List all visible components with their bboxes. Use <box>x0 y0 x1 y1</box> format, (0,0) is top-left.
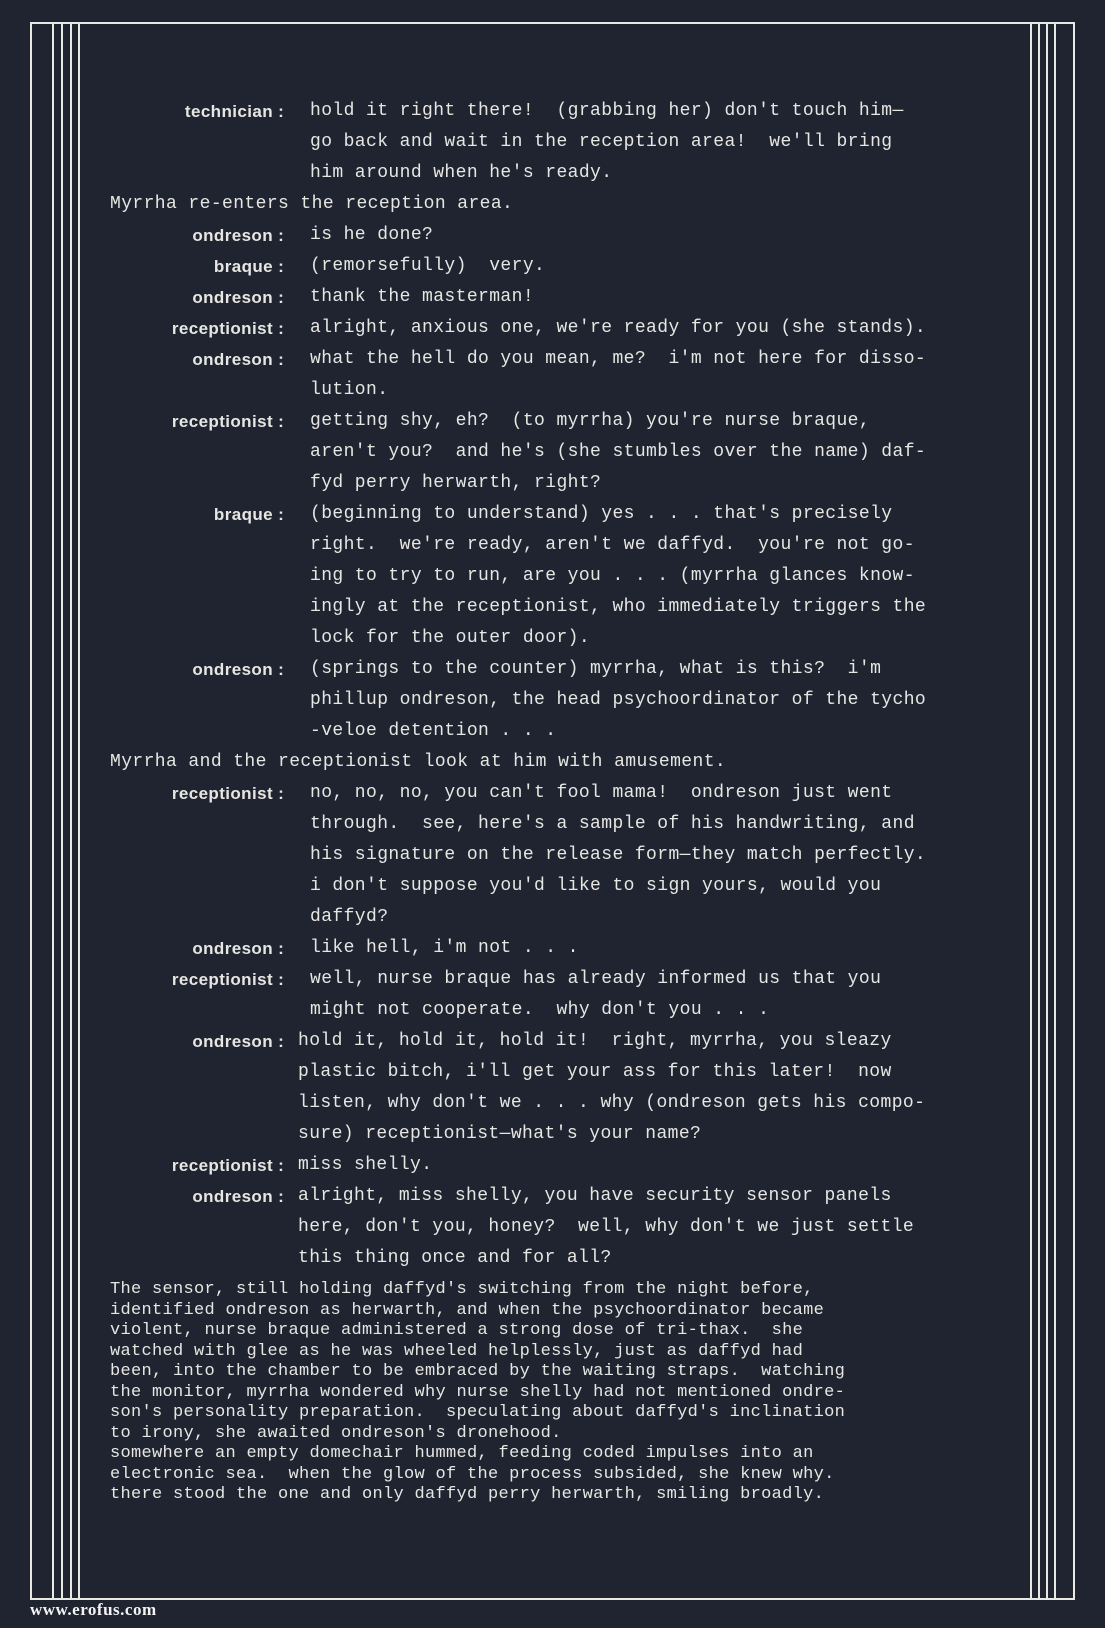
prose-block <box>110 1280 1010 1506</box>
dialogue-line <box>110 1212 1010 1243</box>
dialogue-line <box>110 127 1010 158</box>
speaker-colon: : <box>273 1032 285 1051</box>
dialogue-text: like hell, i'm not . . . <box>310 938 579 958</box>
dialogue-line <box>110 96 1010 127</box>
dialogue-line <box>110 592 1010 623</box>
dialogue-text: aren't you? and he's (she stumbles over the name) daf- <box>310 442 927 462</box>
speaker-name <box>110 592 273 623</box>
speaker-gap <box>273 623 310 654</box>
dialogue-line <box>110 1057 1010 1088</box>
speaker-name: braque <box>213 257 273 276</box>
dialogue-line <box>110 778 1010 809</box>
speaker-name: ondreson <box>192 1187 273 1206</box>
dialogue-text: -veloe detention . . . <box>310 721 557 741</box>
right-rule-4 <box>1054 22 1056 1600</box>
dialogue-text: (remorsefully) very. <box>310 256 546 276</box>
speaker-gap <box>273 995 310 1026</box>
dialogue-text: hold it, hold it, hold it! right, myrrha, you sleazy <box>298 1031 892 1051</box>
dialogue-line <box>110 1088 1010 1119</box>
dialogue-text: miss shelly. <box>298 1155 433 1175</box>
speaker-name <box>110 468 273 499</box>
speaker-name: ondreson <box>192 288 273 307</box>
speaker-name: receptionist <box>171 784 273 803</box>
speaker-name: technician <box>184 102 273 121</box>
dialogue-line <box>110 1181 1010 1212</box>
dialogue-text: through. see, here's a sample of his handwriting, and <box>310 814 915 834</box>
speaker-name: receptionist <box>171 319 273 338</box>
dialogue-line <box>110 561 1010 592</box>
prose-line: there stood the one and only daffyd perry herwarth, smiling broadly. <box>110 1485 825 1504</box>
speaker-colon: : <box>273 660 285 679</box>
dialogue-text: i don't suppose you'd like to sign yours, would you <box>310 876 882 896</box>
dialogue-text: might not cooperate. why don't you . . . <box>310 1000 770 1020</box>
dialogue-line <box>110 1119 1010 1150</box>
speaker-gap <box>273 375 310 406</box>
left-rule-2 <box>61 22 63 1600</box>
dialogue-text: him around when he's ready. <box>310 163 613 183</box>
dialogue-text: lution. <box>310 380 389 400</box>
dialogue-line <box>110 158 1010 189</box>
speaker-name <box>110 1243 273 1274</box>
speaker-colon: : <box>273 102 285 121</box>
dialogue-line <box>110 902 1010 933</box>
speaker-gap <box>273 1212 298 1243</box>
speaker-name <box>110 530 273 561</box>
speaker-name <box>110 1212 273 1243</box>
prose-line: to irony, she awaited ondreson's dronehood. <box>110 1423 562 1443</box>
speaker-name: ondreson <box>192 1032 273 1051</box>
speaker-colon: : <box>273 970 285 989</box>
speaker-name: ondreson <box>192 660 273 679</box>
dialogue-text: daffyd? <box>310 907 389 927</box>
speaker-gap <box>273 902 310 933</box>
speaker-colon: : <box>273 319 285 338</box>
watermark: www.erofus.com <box>30 1600 157 1619</box>
prose-line: been, into the chamber to be embraced by the waiting straps. watching <box>110 1362 846 1381</box>
dialogue-text: his signature on the release form—they match perfectly. <box>310 845 927 865</box>
speaker-name: ondreson <box>192 939 273 958</box>
dialogue-text: hold it right there! (grabbing her) don't touch him— <box>310 101 904 121</box>
dialogue-text: is he done? <box>310 225 434 245</box>
dialogue-line <box>110 964 1010 995</box>
speaker-gap <box>273 437 310 468</box>
speaker-gap <box>273 1119 298 1150</box>
right-rule-1 <box>1030 22 1032 1600</box>
speaker-colon: : <box>273 350 285 369</box>
stage-direction: Myrrha re-enters the reception area. <box>110 194 514 214</box>
dialogue-line <box>110 809 1010 840</box>
prose-line: son's personality preparation. speculating about daffyd's inclination <box>110 1403 846 1422</box>
dialogue-line <box>110 251 1010 282</box>
dialogue-line <box>110 871 1010 902</box>
prose-line: somewhere an empty domechair hummed, feeding coded impulses into an <box>110 1444 814 1463</box>
speaker-gap <box>273 1088 298 1119</box>
dialogue-text: thank the masterman! <box>310 287 535 307</box>
dialogue-text: no, no, no, you can't fool mama! ondreson just went <box>310 783 893 803</box>
dialogue-text: getting shy, eh? (to myrrha) you're nurse braque, <box>310 411 871 431</box>
speaker-colon: : <box>273 784 285 803</box>
prose-line: watched with glee as he was wheeled helplessly, just as daffyd had <box>110 1341 804 1361</box>
speaker-gap <box>273 561 310 592</box>
speaker-name: ondreson <box>192 350 273 369</box>
dialogue-text: lock for the outer door). <box>310 628 591 648</box>
speaker-name <box>110 685 273 716</box>
speaker-name <box>110 716 273 747</box>
dialogue-line <box>110 406 1010 437</box>
dialogue-text: go back and wait in the reception area! we'll bring <box>310 132 893 152</box>
speaker-colon: : <box>273 412 285 431</box>
dialogue-text: listen, why don't we . . . why (ondreson gets his compo- <box>298 1093 926 1113</box>
speaker-gap <box>273 1243 298 1274</box>
speaker-colon: : <box>273 226 285 245</box>
left-rule-1 <box>52 22 54 1600</box>
speaker-name <box>110 995 273 1026</box>
speaker-colon: : <box>273 257 285 276</box>
speaker-gap <box>273 1057 298 1088</box>
dialogue-line <box>110 1026 1010 1057</box>
dialogue-text: (beginning to understand) yes . . . that's precisely <box>310 504 893 524</box>
script-page <box>110 96 1010 1506</box>
speaker-gap <box>273 530 310 561</box>
speaker-name: receptionist <box>171 1156 273 1175</box>
prose-line: violent, nurse braque administered a strong dose of tri-thax. she <box>110 1321 804 1340</box>
dialogue-text: this thing once and for all? <box>298 1248 612 1268</box>
dialogue-line <box>110 995 1010 1026</box>
dialogue-line <box>110 220 1010 251</box>
dialogue-line <box>110 282 1010 313</box>
dialogue-line <box>110 344 1010 375</box>
speaker-name: receptionist <box>171 412 273 431</box>
speaker-name <box>110 437 273 468</box>
dialogue-line <box>110 437 1010 468</box>
speaker-colon: : <box>273 1156 285 1175</box>
speaker-gap <box>273 685 310 716</box>
speaker-gap <box>273 809 310 840</box>
speaker-name: braque <box>213 505 273 524</box>
dialogue-text: right. we're ready, aren't we daffyd. you're not go- <box>310 535 915 555</box>
speaker-name <box>110 902 273 933</box>
speaker-gap <box>273 158 310 189</box>
speaker-colon: : <box>273 1187 285 1206</box>
prose-line: electronic sea. when the glow of the process subsided, she knew why. <box>110 1464 835 1484</box>
left-rule-3 <box>70 22 72 1600</box>
speaker-gap <box>273 592 310 623</box>
left-rule-4 <box>78 22 80 1600</box>
dialogue-line <box>110 313 1010 344</box>
dialogue-text: (springs to the counter) myrrha, what is this? i'm <box>310 659 882 679</box>
dialogue-line <box>110 623 1010 654</box>
dialogue-line <box>110 840 1010 871</box>
dialogue-text: alright, anxious one, we're ready for you (she stands). <box>310 318 927 338</box>
speaker-colon: : <box>273 288 285 307</box>
dialogue-line <box>110 716 1010 747</box>
dialogue-text: alright, miss shelly, you have security sensor panels <box>298 1186 892 1206</box>
dialogue-line <box>110 654 1010 685</box>
speaker-name <box>110 561 273 592</box>
speaker-gap <box>273 871 310 902</box>
speaker-name <box>110 871 273 902</box>
prose-line: the monitor, myrrha wondered why nurse shelly had not mentioned ondre- <box>110 1382 846 1402</box>
speaker-name <box>110 127 273 158</box>
speaker-name <box>110 158 273 189</box>
dialogue-text: phillup ondreson, the head psychoordinator of the tycho <box>310 690 927 710</box>
dialogue-line <box>110 499 1010 530</box>
speaker-gap <box>273 840 310 871</box>
right-rule-3 <box>1046 22 1048 1600</box>
dialogue-text: plastic bitch, i'll get your ass for this later! now <box>298 1062 892 1082</box>
dialogue-line <box>110 685 1010 716</box>
script-body <box>110 96 1010 1274</box>
speaker-name <box>110 1057 273 1088</box>
speaker-name <box>110 840 273 871</box>
dialogue-text: what the hell do you mean, me? i'm not here for disso- <box>310 349 927 369</box>
speaker-name: ondreson <box>192 226 273 245</box>
speaker-name <box>110 375 273 406</box>
dialogue-text: ing to try to run, are you . . . (myrrha glances know- <box>310 566 915 586</box>
dialogue-line <box>110 375 1010 406</box>
speaker-name <box>110 1088 273 1119</box>
dialogue-text: ingly at the receptionist, who immediately triggers the <box>310 597 927 617</box>
dialogue-line <box>110 1243 1010 1274</box>
speaker-colon: : <box>273 505 285 524</box>
speaker-gap <box>273 468 310 499</box>
dialogue-text: well, nurse braque has already informed us that you <box>310 969 882 989</box>
speaker-name <box>110 623 273 654</box>
speaker-name <box>110 809 273 840</box>
speaker-name: receptionist <box>171 970 273 989</box>
dialogue-line <box>110 468 1010 499</box>
right-rule-2 <box>1038 22 1040 1600</box>
speaker-gap <box>273 127 310 158</box>
dialogue-line <box>110 1150 1010 1181</box>
speaker-name <box>110 1119 273 1150</box>
dialogue-line <box>110 530 1010 561</box>
dialogue-text: sure) receptionist—what's your name? <box>298 1124 702 1144</box>
dialogue-line <box>110 933 1010 964</box>
speaker-gap <box>273 716 310 747</box>
speaker-colon: : <box>273 939 285 958</box>
dialogue-text: here, don't you, honey? well, why don't we just settle <box>298 1217 915 1237</box>
prose-line: identified ondreson as herwarth, and when the psychoordinator became <box>110 1300 825 1320</box>
dialogue-text: fyd perry herwarth, right? <box>310 473 602 493</box>
stage-direction: Myrrha and the receptionist look at him with amusement. <box>110 752 727 772</box>
prose-line: The sensor, still holding daffyd's switching from the night before, <box>110 1280 814 1299</box>
